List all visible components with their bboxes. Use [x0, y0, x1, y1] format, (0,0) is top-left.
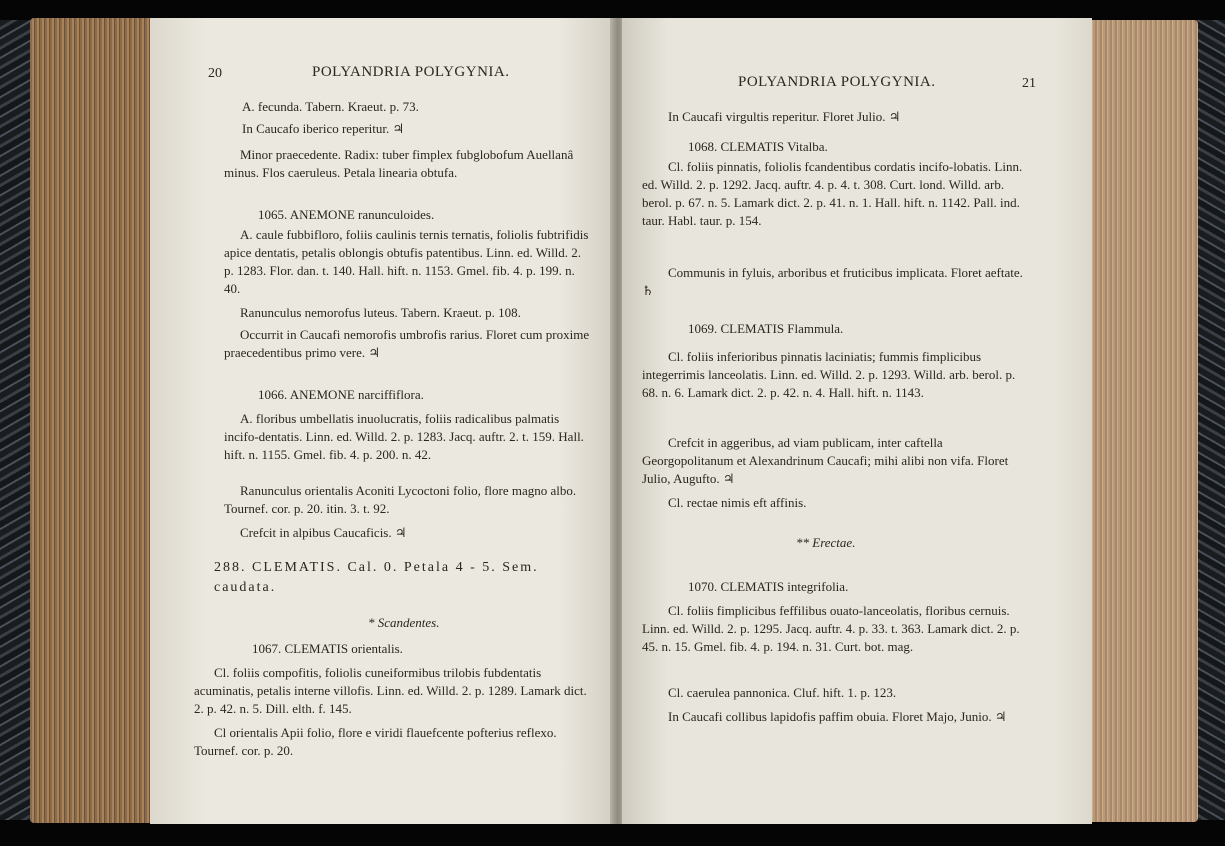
text-block: Occurrit in Caucafi nemorofis umbrofis rarius. Floret cum proxime praecedentibus primo vere. ♃	[224, 327, 590, 360]
text-block: Crefcit in alpibus Caucaficis. ♃	[240, 525, 407, 540]
entry-title: 1070. CLEMATIS integrifolia.	[688, 579, 849, 594]
text-block: Communis in fyluis, arboribus et fruticibus implicata. Floret aeftate. ♄	[642, 265, 1023, 298]
entry-title: 1068. CLEMATIS Vitalba.	[688, 139, 828, 154]
page-number: 21	[1022, 76, 1036, 91]
text-block: Crefcit in aggeribus, ad viam publicam, inter caftella Georgopolitanum et Alexandrinum Caucafi; mihi alibi non vifa. Floret Julio, Augufto. ♃	[642, 435, 1009, 486]
text-block: A. floribus umbellatis inuolucratis, foliis radicalibus palmatis incifo-dentatis. Linn. ed. Willd. 2. p. 1283. Jacq. auftr. 2. t. 159. Hall. hift. n. 1155. Gmel. fib. 4. p. 200. n. 42.	[224, 411, 584, 462]
text-block: Cl. foliis compofitis, foliolis cuneiformibus trilobis fubdentatis acuminatis, petalis interne villofis. Linn. ed. Willd. 2. p. 1289. Lamark dict. 2. p. 42. n. 5. Dill. elth. f. 145.	[194, 665, 587, 716]
text-block: In Caucafi virgultis reperitur. Floret Julio. ♃	[668, 109, 901, 124]
entry-title: 1067. CLEMATIS orientalis.	[252, 641, 403, 656]
text-block: Cl. caerulea pannonica. Cluf. hift. 1. p. 123.	[668, 685, 897, 700]
text-block: Cl. foliis pinnatis, foliolis fcandentibus cordatis incifo-lobatis. Linn. ed. Willd. 2. p. 1292. Jacq. auftr. 4. p. 4. t. 308. Curt. lond. Willd. arb. berol. p. 67. n. 5. Lamark dict. 2. p. 41. n. 1. Hall. hift. n. 1142. Pall. ind. taur. Habl. taur. p. 154.	[642, 159, 1023, 228]
text-block: Cl. rectae nimis eft affinis.	[668, 495, 807, 510]
section-heading: ** Erectae.	[796, 535, 856, 550]
right-page	[622, 18, 1092, 824]
running-head: POLYANDRIA POLYGYNIA.	[738, 74, 936, 90]
entry-title: 1065. ANEMONE ranunculoides.	[258, 207, 435, 222]
text-block: A. fecunda. Tabern. Kraeut. p. 73.	[242, 99, 419, 114]
section-heading: * Scandentes.	[368, 615, 440, 630]
text-block: In Caucafo iberico reperitur. ♃	[242, 121, 405, 136]
text-block: Minor praecedente. Radix: tuber fimplex fubglobofum Auellanâ minus. Flos caeruleus. Petala linearia obtufa.	[224, 147, 574, 180]
page-edges-right	[1088, 20, 1198, 822]
text-block: Cl. foliis inferioribus pinnatis laciniatis; fummis fimplicibus integerrimis lanceolatis. Linn. ed. Willd. 2. p. 1293. Willd. arb. berol. p. 68. n. 6. Lamark dict. 2. p. 42. n. 4. Hall. hift. n. 1143.	[642, 349, 1016, 400]
entry-title: 1066. ANEMONE narciffiflora.	[258, 387, 424, 402]
left-page	[150, 18, 616, 824]
text-block: Ranunculus orientalis Aconiti Lycoctoni folio, flore magno albo. Tournef. cor. p. 20. itin. 3. t. 92.	[224, 483, 577, 516]
text-block: Ranunculus nemorofus luteus. Tabern. Kraeut. p. 108.	[240, 305, 521, 320]
text-block: Cl orientalis Apii folio, flore e viridi flauefcente pofterius reflexo. Tournef. cor. p. 20.	[194, 725, 557, 758]
entry-title: 1069. CLEMATIS Flammula.	[688, 321, 844, 336]
text-block: In Caucafi collibus lapidofis paffim obuia. Floret Majo, Junio. ♃	[668, 709, 1007, 724]
page-edges-left	[30, 18, 156, 823]
text-block: Cl. foliis fimplicibus feffilibus ouato-lanceolatis, floribus cernuis. Linn. ed. Willd. 2. p. 1295. Jacq. auftr. 4. p. 33. t. 363. Lamark dict. 2. p. 45. n. 15. Gmel. fib. 4. p. 194. n. 31. Curt. bot. mag.	[642, 603, 1020, 654]
running-head: POLYANDRIA POLYGYNIA.	[312, 64, 510, 80]
genus-heading: 288. CLEMATIS. Cal. 0. Petala 4 - 5. Sem. caudata.	[214, 560, 539, 595]
text-block: A. caule fubbifloro, foliis caulinis ternis ternatis, foliolis fubtrifidis apice dentatis, petalis oblongis obtufis patentibus. Linn. ed. Willd. 2. p. 1283. Flor. dan. t. 140. Hall. hift. n. 1153. Gmel. fib. 4. p. 199. n. 40.	[224, 227, 589, 296]
page-number: 20	[208, 66, 222, 81]
